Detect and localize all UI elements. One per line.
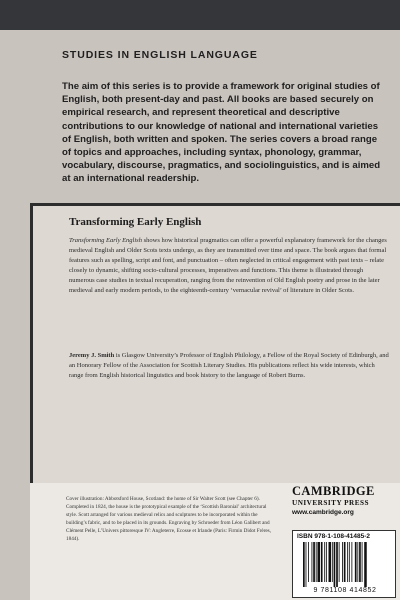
author-bio xyxy=(69,351,389,381)
publisher-name: CAMBRIDGE xyxy=(292,484,375,498)
top-dark-bar xyxy=(0,0,400,30)
back-cover-bottom xyxy=(30,483,400,600)
author-name: Jeremy J. Smith xyxy=(69,352,115,359)
book-description-text: shows how historical pragmatics can offer a powerful explanatory framework for the changes medieval English and Older Scots texts undergo, as they are transmitted over time and space. The book argues that formal features such as spelling, script and font, and punctuation – often neglected in critical engagement with past texts – relate closely to dynamic, shifting socio-cultural processes, imperatives and functions. This theme is illustrated through numerous case studies in textual recuperation, ranging from the reinvention of Old English poetry and prose in the later medieval and early modern periods, to the eighteenth-century ‘vernacular revival’ of literature in Older Scots. xyxy=(69,237,387,294)
isbn-label: ISBN 978-1-108-41485-2 xyxy=(297,533,370,540)
series-description: The aim of this series is to provide a framework for original studies of English, both present-day and past. All books are based securely on empirical research, and represent theoretical and descriptive contributions to our knowledge of national and international varieties of English, both written and spoken. The series covers a broad range of topics and approaches, including syntax, phonology, grammar, vocabulary, discourse, pragmatics, and sociolinguistics, and is aimed at an international readership. xyxy=(62,81,381,185)
book-description-title: Transforming Early English xyxy=(69,237,142,244)
publisher-subtitle: UNIVERSITY PRESS xyxy=(292,499,370,507)
series-title: STUDIES IN ENGLISH LANGUAGE xyxy=(62,49,258,61)
book-info-panel xyxy=(30,203,400,483)
publisher-url: www.cambridge.org xyxy=(292,509,354,516)
author-bio-text: is Glasgow University’s Professor of English Philology, a Fellow of the Royal Society of Edinburgh, and an Honorary Fellow of the Association for Scottish Literary Studies. His publications reflect his wide interests, which range from English historical linguistics and book history to the language of Robert Burns. xyxy=(69,352,389,379)
book-description xyxy=(69,236,389,296)
barcode-digits: 9 781108 414852 xyxy=(313,587,377,594)
book-title: Transforming Early English xyxy=(69,216,202,228)
isbn-barcode-box xyxy=(292,530,396,598)
barcode-icon xyxy=(303,542,391,587)
cover-illustration-credit: Cover illustration: Abbotsford House, Scotland: the home of Sir Walter Scott (see Chapter 6). Completed in 1824, the house is the prototypical example of the ‘Scottish Baronial’ architectural style. Scott arranged for various medieval relics and sculptures to be incorporated within the building’s fabric, and to be placed in its grounds. Engraving by Schroeder from Léon Galibert and Clément Pelle, L’Univers pittoresque IV: Angleterre, Ecosse et Irlande (Paris: Firmin Didot Frères, 1844). xyxy=(66,496,271,542)
publisher-logo xyxy=(292,485,396,516)
